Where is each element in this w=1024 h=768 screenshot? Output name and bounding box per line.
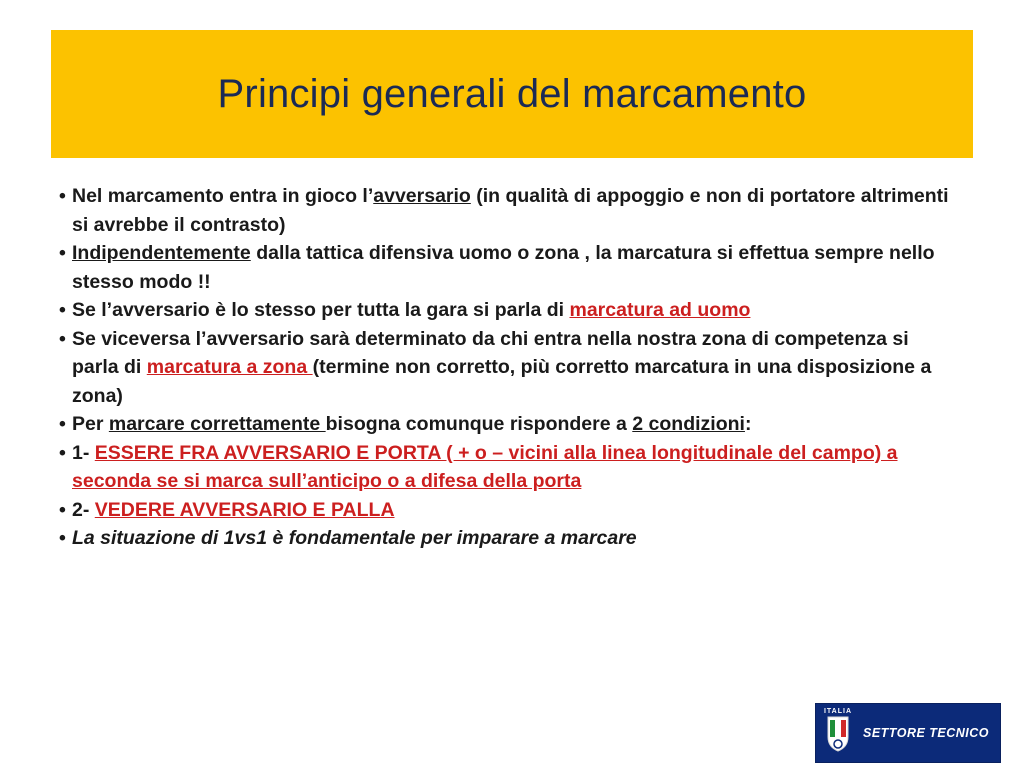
title-banner [51, 30, 973, 158]
settore-tecnico-logo [815, 703, 1001, 763]
bullet-text-segment: marcatura ad uomo [569, 299, 751, 321]
bullet-text-segment: La situazione di 1vs1 è fondamentale per imparare a marcare [72, 527, 637, 549]
bullet-text-segment: Se viceversa l’avversario sarà determinato da chi entra nella nostra zona di competenza si parla di [72, 327, 909, 378]
bullet-text-segment: dalla tattica difensiva uomo o zona , la marcatura si effettua sempre nello stesso modo !! [72, 242, 935, 293]
bullet-marker: • [59, 413, 66, 435]
bullet-text-segment: 2 condizioni [632, 413, 745, 435]
slide-title: Principi generali del marcamento [217, 71, 807, 116]
bullet-marker: • [59, 299, 66, 321]
bullet-item [60, 439, 960, 496]
bullet-text-segment: ESSERE FRA AVVERSARIO E PORTA ( + o – vicini alla linea longitudinale del campo) a seconda se si marca sull’anticipo o a difesa della porta [72, 441, 898, 492]
bullet-text-segment: marcare correttamente [108, 413, 326, 435]
figc-shield-icon [825, 715, 851, 753]
figc-badge [819, 706, 857, 760]
bullet-marker: • [59, 327, 66, 350]
bullet-text-segment: (in qualità di appoggio e non di portatore altrimenti si avrebbe il contrasto) [72, 185, 949, 236]
bullet-marker: • [59, 527, 66, 549]
bullet-text-segment: avversario [373, 185, 471, 207]
bullet-item [60, 296, 960, 325]
bullet-text-segment: Per [72, 413, 109, 435]
bullet-item [60, 239, 960, 296]
bullet-text-segment: Nel marcamento entra in gioco l’ [72, 185, 374, 207]
bullet-item [60, 182, 960, 239]
bullet-marker: • [59, 242, 66, 264]
bullet-text-segment: 2- [72, 498, 95, 521]
bullet-marker: • [59, 498, 66, 521]
bullet-text-segment: Se l’avversario è lo stesso per tutta la gara si parla di [72, 299, 570, 321]
bullet-marker: • [59, 441, 66, 464]
bullet-text-segment: : [744, 413, 752, 435]
bullet-text-segment: VEDERE AVVERSARIO E PALLA [94, 498, 395, 521]
bullet-text-segment: 1- [72, 441, 95, 464]
logo-text: SETTORE TECNICO [863, 726, 990, 740]
bullet-text-segment: bisogna comunque rispondere a [325, 413, 633, 435]
bullet-marker: • [59, 185, 66, 207]
bullet-text-segment: (termine non corretto, più corretto marcatura in una disposizione a zona) [72, 356, 932, 407]
bullet-item [60, 524, 960, 553]
bullet-list [60, 182, 960, 553]
bullet-text-segment: Indipendentemente [72, 242, 251, 264]
bullet-item [60, 325, 960, 411]
italia-label: ITALIA [823, 708, 853, 715]
bullet-item [60, 410, 960, 439]
bullet-item [60, 496, 960, 525]
bullet-text-segment: marcatura a zona [146, 356, 313, 378]
